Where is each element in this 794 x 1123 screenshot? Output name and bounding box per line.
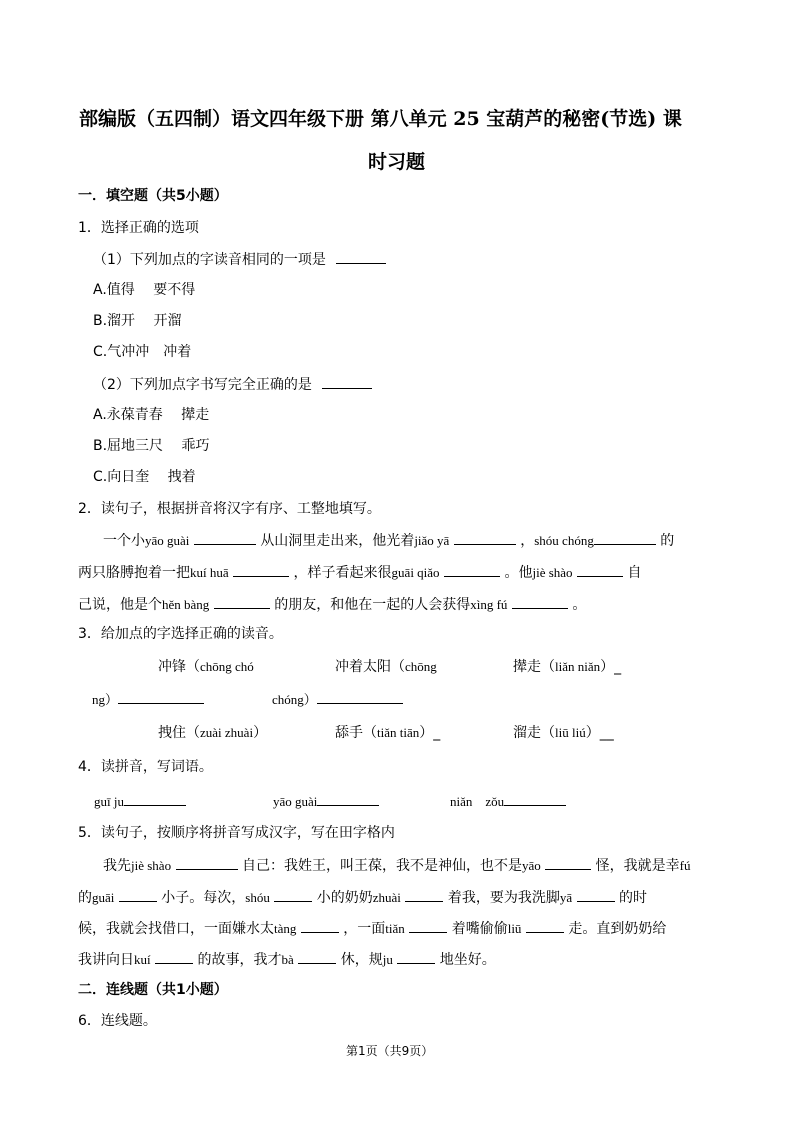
text: 的	[78, 890, 92, 906]
answer-blank[interactable]	[176, 854, 238, 870]
answer-blank[interactable]	[124, 790, 186, 806]
question-2-line2	[78, 561, 641, 582]
question-4-item3	[450, 790, 566, 810]
doc-title-line1: 部编版（五四制）语文四年级下册 第八单元 25 宝葫芦的秘密(节选) 课	[79, 108, 682, 130]
pinyin: chōng	[405, 659, 437, 674]
text: 己说，他是个	[78, 597, 162, 613]
page-footer: 第1页（共9页）	[346, 1044, 434, 1058]
pinyin: ju	[382, 952, 393, 967]
text: 溜走（	[513, 725, 555, 741]
question-1-sub2	[93, 373, 372, 394]
question-4-stem: 4．读拼音，写词语。	[78, 759, 213, 775]
question-5-line3	[78, 917, 666, 938]
answer-blank[interactable]	[194, 529, 256, 545]
pinyin: xìng fú	[470, 597, 508, 612]
answer-blank[interactable]	[397, 948, 435, 964]
question-5-line1	[103, 854, 691, 875]
text: 两只胳膊抱着一把	[78, 565, 190, 581]
text: ）__	[585, 725, 614, 741]
answer-blank[interactable]	[454, 529, 516, 545]
pinyin: guī ju	[94, 794, 124, 809]
pinyin: shóu	[245, 890, 270, 905]
pinyin: fú	[679, 858, 691, 873]
text: 我讲向日	[78, 952, 134, 968]
pinyin: niǎn zǒu	[450, 794, 505, 809]
pinyin: yāo guài	[145, 533, 190, 548]
answer-blank[interactable]	[409, 917, 447, 933]
question-5-stem: 5．读句子，按顺序将拼音写成汉字，写在田字格内	[78, 825, 395, 841]
question-2-line1	[103, 529, 674, 550]
answer-blank[interactable]	[545, 854, 591, 870]
text: 我先	[103, 858, 131, 874]
answer-blank[interactable]	[155, 948, 193, 964]
text: 自己：我姓王，叫王葆，我不是神仙，也不是	[241, 858, 522, 874]
text: 怪，我就是幸	[595, 858, 680, 874]
text: 撵走（	[513, 659, 555, 675]
answer-blank[interactable]	[577, 886, 615, 902]
answer-blank[interactable]	[317, 688, 403, 704]
option-a: A.值得 要不得	[93, 282, 196, 298]
pinyin: yā	[559, 890, 573, 905]
question-3-row2-a	[92, 688, 204, 708]
answer-blank[interactable]	[118, 688, 204, 704]
pinyin: chōng chó	[200, 659, 254, 674]
question-2-stem: 2．读句子，根据拼音将汉字有序、工整地填写。	[78, 501, 381, 517]
pinyin: yāo guài	[273, 794, 318, 809]
section-heading-matching: 二．连线题（共1小题）	[78, 982, 228, 998]
text: 的故事，我才	[197, 952, 282, 968]
answer-blank[interactable]	[274, 886, 312, 902]
text: 舔手（	[335, 725, 377, 741]
question-2-line3	[78, 593, 586, 614]
pinyin: chóng）	[272, 692, 317, 707]
doc-title-line2: 时习题	[368, 151, 426, 173]
answer-blank[interactable]	[594, 529, 656, 545]
text: ，一面	[343, 921, 386, 937]
text: 冲着太阳（	[335, 659, 405, 675]
answer-blank[interactable]	[526, 917, 564, 933]
pinyin: liū	[507, 921, 522, 936]
text: 着嘴偷偷	[451, 921, 508, 937]
question-3-word5	[335, 722, 440, 742]
answer-blank[interactable]	[577, 561, 623, 577]
pinyin: tiǎn	[385, 921, 405, 936]
question-1-sub1	[93, 248, 386, 269]
text: 走。直到奶奶给	[568, 921, 667, 937]
answer-blank[interactable]	[317, 790, 379, 806]
text: ）_	[600, 659, 622, 675]
option-b: B.溜开 开溜	[93, 313, 182, 329]
text: ，	[520, 533, 535, 549]
text: 的时	[619, 890, 648, 906]
question-1-stem: 1．选择正确的选项	[78, 220, 199, 236]
pinyin: liǎn niǎn	[555, 659, 601, 674]
question-6-stem: 6．连线题。	[78, 1013, 157, 1029]
question-4-item1	[94, 790, 186, 810]
option-b: B.屈地三尺 乖巧	[93, 438, 210, 454]
text: ）	[253, 725, 268, 741]
answer-blank[interactable]	[504, 790, 566, 806]
question-5-line2	[78, 886, 647, 907]
text: 候，我就会找借口，一面嫌水太	[78, 921, 274, 937]
pinyin: tàng	[274, 921, 297, 936]
pinyin: jiè shào	[532, 565, 573, 580]
pinyin: jiè shào	[131, 858, 172, 873]
pinyin: liū liú	[555, 725, 586, 740]
text: ，样子看起来很	[293, 565, 392, 581]
question-1-sub2-text: （2）下列加点字书写完全正确的是	[93, 377, 312, 393]
answer-blank[interactable]	[233, 561, 289, 577]
text: 休，规	[340, 952, 383, 968]
answer-blank[interactable]	[405, 886, 443, 902]
text: 拽住（	[158, 725, 200, 741]
question-3-word2	[335, 656, 437, 676]
text: 地坐好。	[439, 952, 496, 968]
pinyin: hěn bàng	[162, 597, 210, 612]
option-c: C.向日奎 拽着	[93, 469, 196, 485]
pinyin: guāi	[92, 890, 115, 905]
answer-blank[interactable]	[336, 248, 386, 264]
text: 。	[572, 597, 587, 613]
answer-blank[interactable]	[444, 561, 500, 577]
text: 的	[660, 533, 675, 549]
text: 小的奶奶	[316, 890, 373, 906]
pinyin: ng）	[92, 692, 119, 707]
question-3-stem: 3．给加点的字选择正确的读音。	[78, 626, 283, 642]
text: 一个小	[103, 533, 145, 549]
answer-blank[interactable]	[512, 593, 568, 609]
option-c: C.气冲冲 冲着	[93, 344, 192, 360]
question-4-item2	[273, 790, 379, 810]
question-1-sub1-text: （1）下列加点的字读音相同的一项是	[93, 252, 326, 268]
text: ）_	[419, 725, 441, 741]
text: 。他	[504, 565, 533, 581]
pinyin: tiǎn tiān	[377, 725, 420, 740]
option-a: A.永葆青春 撵走	[93, 407, 210, 423]
answer-blank[interactable]	[322, 373, 372, 389]
text: 冲锋（	[158, 659, 200, 675]
pinyin: zhuài	[372, 890, 401, 905]
pinyin: kuí	[134, 952, 151, 967]
pinyin: shóu chóng	[534, 533, 594, 548]
question-3-word6	[513, 722, 614, 742]
question-3-row2-b	[272, 688, 403, 708]
text: 的朋友，和他在一起的人会获得	[274, 597, 471, 613]
answer-blank[interactable]	[119, 886, 157, 902]
question-3-word4	[158, 722, 267, 742]
pinyin: yāo	[521, 858, 541, 873]
question-3-word3	[513, 656, 621, 676]
pinyin: jiǎo yā	[414, 533, 450, 548]
text: 小子。每次，	[161, 890, 246, 906]
question-3-word1	[158, 656, 254, 676]
answer-blank[interactable]	[301, 917, 339, 933]
answer-blank[interactable]	[214, 593, 270, 609]
question-5-line4	[78, 948, 496, 969]
text: 着我，要为我洗脚	[447, 890, 560, 906]
pinyin: kuí huā	[190, 565, 229, 580]
pinyin: guāi qiǎo	[391, 565, 440, 580]
section-heading-fill-blank: 一．填空题（共5小题）	[78, 188, 228, 204]
pinyin: zuài zhuài	[200, 725, 254, 740]
answer-blank[interactable]	[298, 948, 336, 964]
pinyin: bà	[281, 952, 294, 967]
text: 自	[627, 565, 642, 581]
text: 从山洞里走出来，他光着	[260, 533, 415, 549]
